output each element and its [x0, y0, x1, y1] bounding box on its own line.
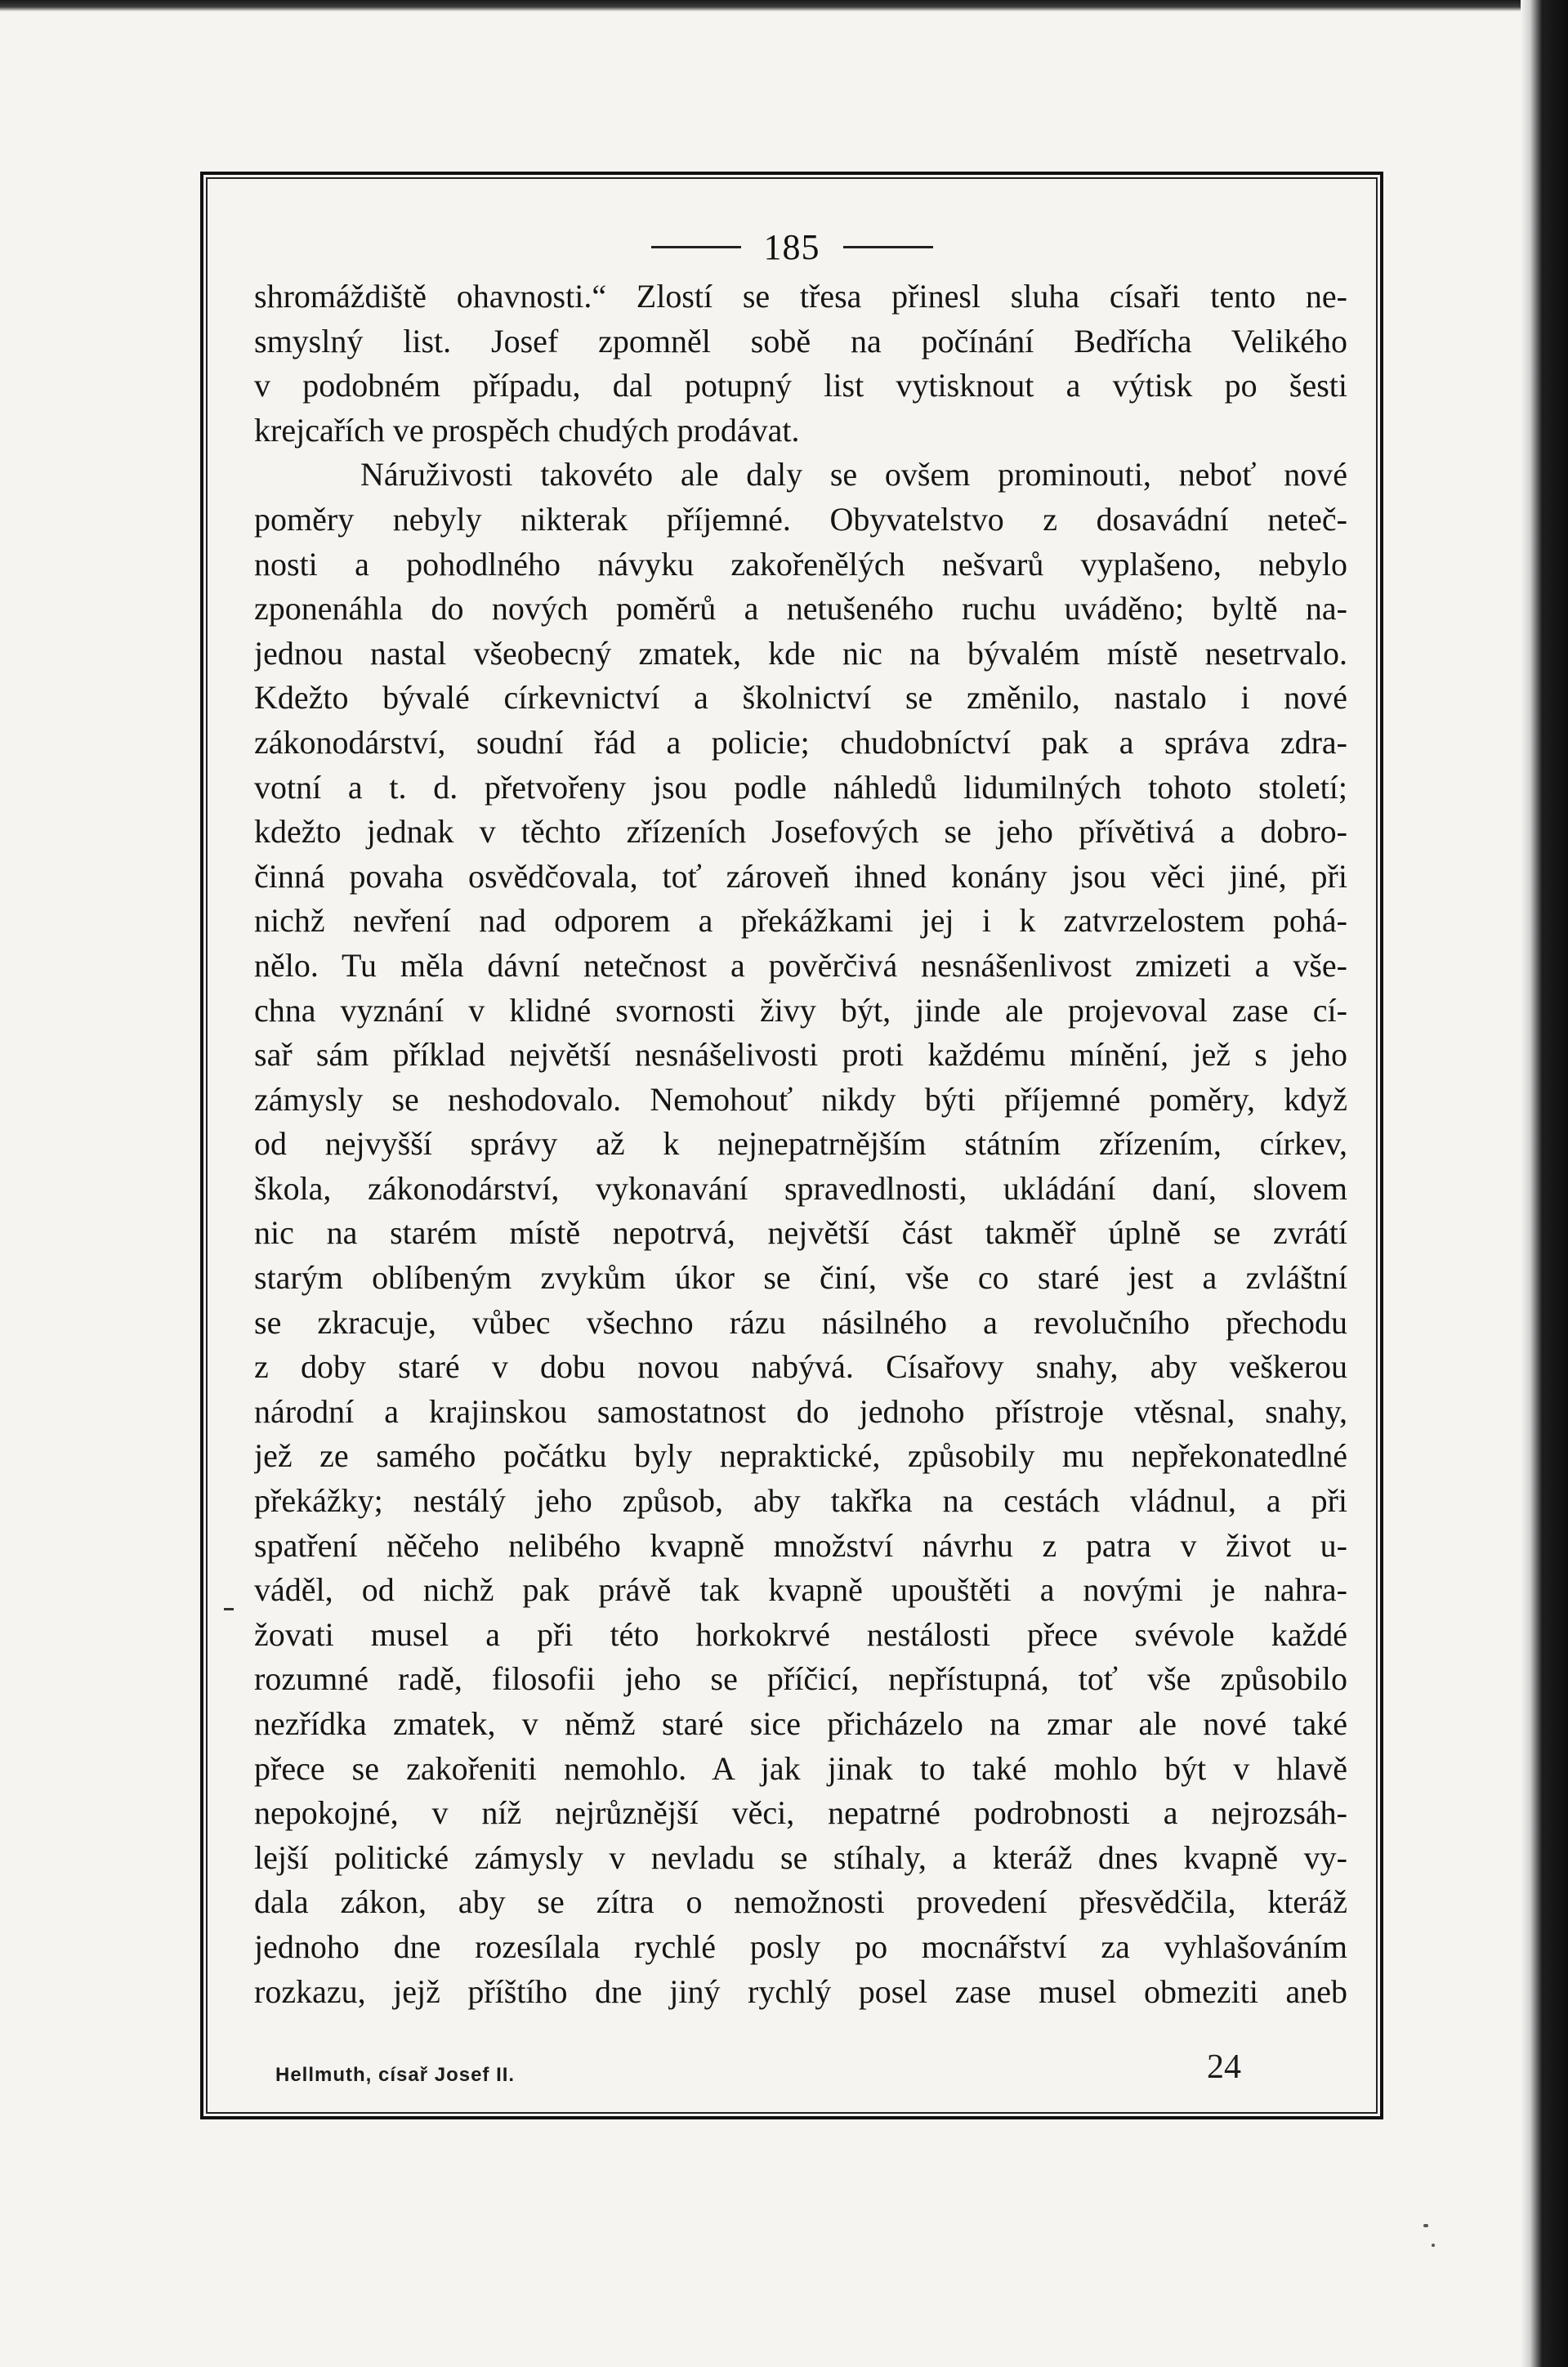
text-line: jež ze samého počátku byly nepraktické, způsobily mu nepřekonatedlné [254, 1437, 1347, 1475]
text-line: smyslný list. Josef zpomněl sobě na počínání Bedřícha Velikého [254, 322, 1347, 360]
text-line: shromáždiště ohavnosti.“ Zlostí se třesa přinesl sluha císaři tento ne- [254, 278, 1347, 315]
text-line: nic na starém místě nepotrvá, největší část takměř úplně se zvrátí [254, 1214, 1347, 1252]
text-line: Kdežto bývalé církevnictví a školnictví se změnilo, nastalo i nové [254, 679, 1347, 717]
text-line: nosti a pohodlného návyku zakořenělých nešvarů vyplašeno, nebylo [254, 545, 1347, 583]
text-line: chna vyznání v klidné svornosti živy být, jinde ale projevoval zase cí- [254, 991, 1347, 1029]
text-line: zákonodárství, soudní řád a policie; chudobníctví pak a správa zdra- [254, 723, 1347, 761]
text-line: spatření něčeho nelibého kvapně množství návrhu z patra v život u- [254, 1526, 1347, 1564]
text-line: přece se zakořeniti nemohlo. A jak jinak to také mohlo být v hlavě [254, 1749, 1347, 1787]
text-line: váděl, od nichž pak právě tak kvapně upouštěti a novými je nahra- [254, 1571, 1347, 1609]
page-frame [200, 172, 1383, 2119]
text-line: žovati musel a při této horkokrvé nestálosti přece svévole každé [254, 1615, 1347, 1653]
text-line: rozumné radě, filosofii jeho se příčicí, nepřístupná, toť vše způsobilo [254, 1660, 1347, 1698]
text-line: poměry nebyly nikterak příjemné. Obyvatelstvo z dosavádní neteč- [254, 500, 1347, 538]
text-line: lejší politické zámysly v nevladu se stíhaly, a kteráž dnes kvapně vy- [254, 1838, 1347, 1876]
text-line: votní a t. d. přetvořeny jsou podle náhledů lidumilných tohoto století; [254, 768, 1347, 806]
text-line: nělo. Tu měla dávní netečnost a pověrčivá nesnášenlivost zmizeti a vše- [254, 946, 1347, 984]
text-line: sař sám příklad největší nesnášelivosti proti každému mínění, jež s jeho [254, 1036, 1347, 1074]
text-line: zponenáhla do nových poměrů a netušeného ruchu uváděno; byltě na- [254, 590, 1347, 627]
text-line: nichž nevření nad odporem a překážkami jej i k zatvrzelostem pohá- [254, 902, 1347, 940]
body-text [254, 275, 1347, 2014]
text-line: jednoho dne rozesílala rychlé posly po mocnářství za vyhlašováním [254, 1927, 1347, 1965]
text-line: nepokojné, v níž nejrůznější věci, nepatrné podrobnosti a nejrozsáh- [254, 1794, 1347, 1832]
scan-edge-top [0, 0, 1568, 11]
text-line: z doby staré v dobu novou nabývá. Císařovy snahy, aby veškerou [254, 1348, 1347, 1386]
text-line: Náruživosti takovéto ale daly se ovšem prominouti, neboť nové [360, 456, 1347, 493]
text-line: nezřídka zmatek, v němž staré sice přicházelo na zmar ale nové také [254, 1705, 1347, 1742]
text-line: rozkazu, jejž příštího dne jiný rychlý posel zase musel obmeziti aneb [254, 1972, 1347, 2010]
page-header [203, 222, 1380, 271]
text-line: národní a krajinskou samostatnost do jednoho přístroje vtěsnal, snahy, [254, 1392, 1347, 1430]
header-rule-left [651, 246, 741, 248]
sheet-number: 24 [1207, 2048, 1241, 2086]
scan-edge-right [1521, 0, 1568, 2367]
scan-speck [1432, 2244, 1435, 2247]
text-line: se zkracuje, vůbec všechno rázu násilného a revolučního přechodu [254, 1303, 1347, 1341]
margin-mark [224, 1608, 234, 1610]
text-line: škola, zákonodárství, vykonavání spravedlnosti, ukládání daní, slovem [254, 1169, 1347, 1207]
text-line: v podobném případu, dal potupný list vytisknout a výtisk po šesti [254, 367, 1347, 404]
text-line: krejcařích ve prospěch chudých prodávat. [254, 411, 800, 449]
header-rule-right [843, 246, 933, 248]
text-line: činná povaha osvědčovala, toť zároveň ihned konány jsou věci jiné, při [254, 857, 1347, 895]
page-number: 185 [763, 226, 820, 267]
text-line: zámysly se neshodovalo. Nemohouť nikdy býti příjemné poměry, když [254, 1080, 1347, 1118]
page-footer [275, 2046, 1241, 2087]
scan-speck [1423, 2224, 1428, 2227]
text-line: od nejvyšší správy až k nejnepatrnějším státním zřízením, církev, [254, 1125, 1347, 1163]
text-line: kdežto jednak v těchto zřízeních Josefových se jeho přívětivá a dobro- [254, 813, 1347, 851]
text-line: překážky; nestálý jeho způsob, aby takřka na cestách vládnul, a při [254, 1482, 1347, 1520]
text-line: jednou nastal všeobecný zmatek, kde nic na bývalém místě nesetrvalo. [254, 634, 1347, 672]
text-line: starým oblíbeným zvykům úkor se činí, vše co staré jest a zvláštní [254, 1259, 1347, 1297]
text-line: dala zákon, aby se zítra o nemožnosti provedení přesvědčila, kteráž [254, 1883, 1347, 1921]
printer-signature: Hellmuth, císař Josef II. [275, 2064, 516, 2086]
